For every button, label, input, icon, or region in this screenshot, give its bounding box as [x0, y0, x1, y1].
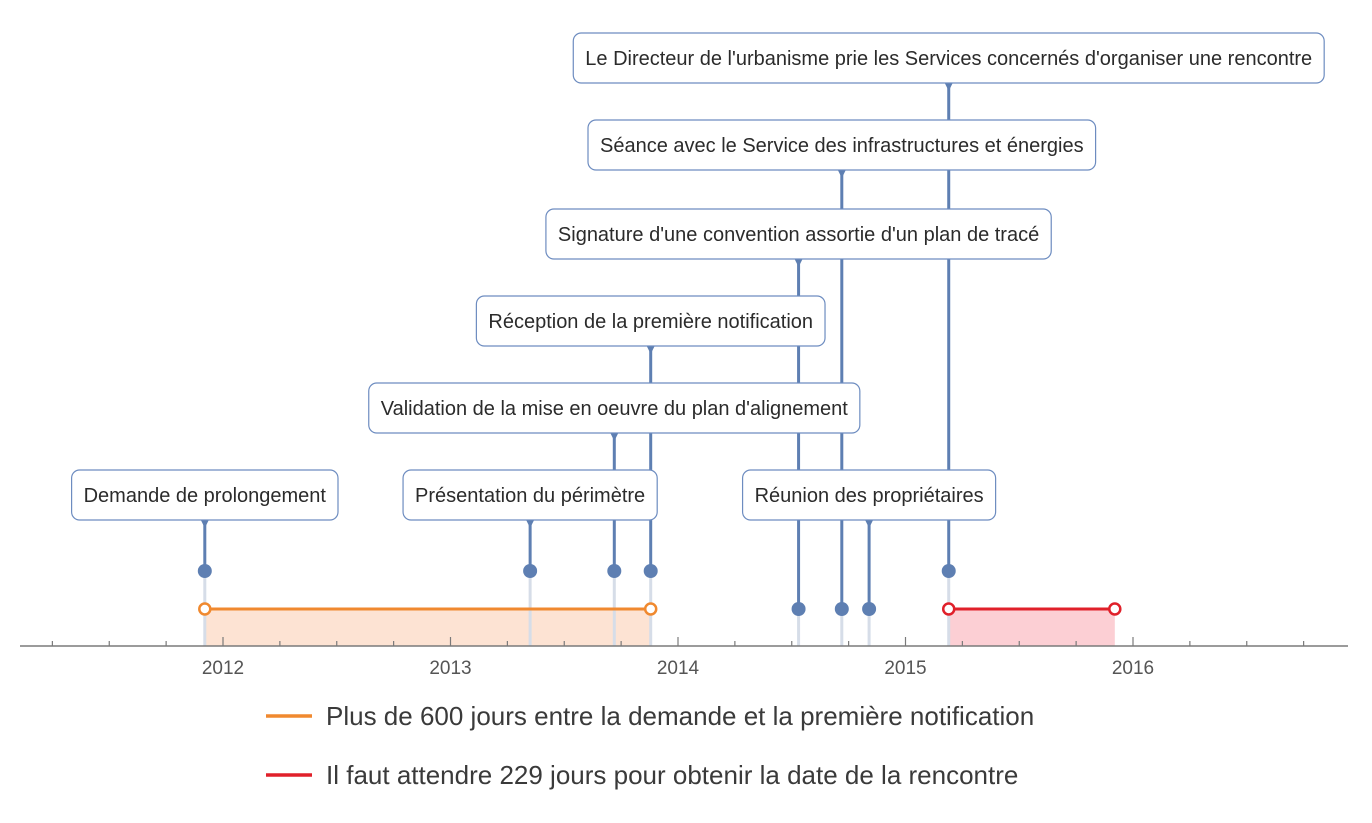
event-marker-2 — [523, 564, 537, 578]
tick-label-2015: 2015 — [884, 658, 927, 679]
tick-label-2013: 2013 — [429, 658, 472, 679]
tick-label-2014: 2014 — [656, 658, 700, 679]
event-label-text: Séance avec le Service des infrastructures et énergies — [600, 135, 1084, 157]
event-label-text: Demande de prolongement — [83, 485, 326, 507]
legend-label-1: Plus de 600 jours entre la demande et la première notification — [326, 701, 1035, 731]
event-marker-7 — [862, 602, 876, 616]
legend — [266, 701, 1034, 790]
interval-endpoint-2-start — [943, 604, 954, 615]
event-marker-8 — [942, 564, 956, 578]
interval-band-2 — [949, 609, 1115, 646]
event-label-3 — [369, 383, 860, 433]
event-marker-6 — [835, 602, 849, 616]
event-label-7 — [743, 470, 996, 520]
event-label-text: Le Directeur de l'urbanisme prie les Services concernés d'organiser une rencontre — [585, 48, 1313, 70]
legend-label-2: Il faut attendre 229 jours pour obtenir la date de la rencontre — [326, 760, 1019, 790]
event-marker-1 — [198, 564, 212, 578]
event-label-text: Réception de la première notification — [488, 311, 814, 333]
event-label-1 — [72, 470, 338, 520]
event-label-4 — [476, 296, 825, 346]
event-stem-cap-2 — [526, 520, 534, 528]
event-marker-4 — [644, 564, 658, 578]
event-label-text: Validation de la mise en oeuvre du plan d'alignement — [380, 398, 848, 420]
event-stem-cap-3 — [610, 433, 618, 441]
interval-endpoint-2-end — [1109, 604, 1120, 615]
tick-label-2012: 2012 — [201, 658, 245, 679]
event-label-6 — [588, 120, 1096, 170]
event-label-2 — [403, 470, 657, 520]
event-label-text: Présentation du périmètre — [415, 485, 646, 507]
interval-bands — [205, 609, 1115, 646]
event-label-5 — [546, 209, 1051, 259]
event-labels — [72, 33, 1325, 520]
event-stem-cap-6 — [838, 170, 846, 178]
interval-endpoint-1-start — [199, 604, 210, 615]
event-label-8 — [573, 33, 1324, 83]
interval-band-1 — [205, 609, 651, 646]
tick-label-2016: 2016 — [1111, 658, 1155, 679]
event-stem-cap-7 — [865, 520, 873, 528]
event-stem-cap-5 — [795, 259, 803, 267]
event-label-text: Signature d'une convention assortie d'un plan de tracé — [557, 224, 1040, 246]
event-label-text: Réunion des propriétaires — [754, 485, 984, 507]
interval-endpoint-1-end — [645, 604, 656, 615]
event-stem-cap-8 — [945, 83, 953, 91]
event-stem-cap-4 — [647, 346, 655, 354]
event-marker-5 — [792, 602, 806, 616]
event-marker-3 — [607, 564, 621, 578]
event-stem-cap-1 — [201, 520, 209, 528]
